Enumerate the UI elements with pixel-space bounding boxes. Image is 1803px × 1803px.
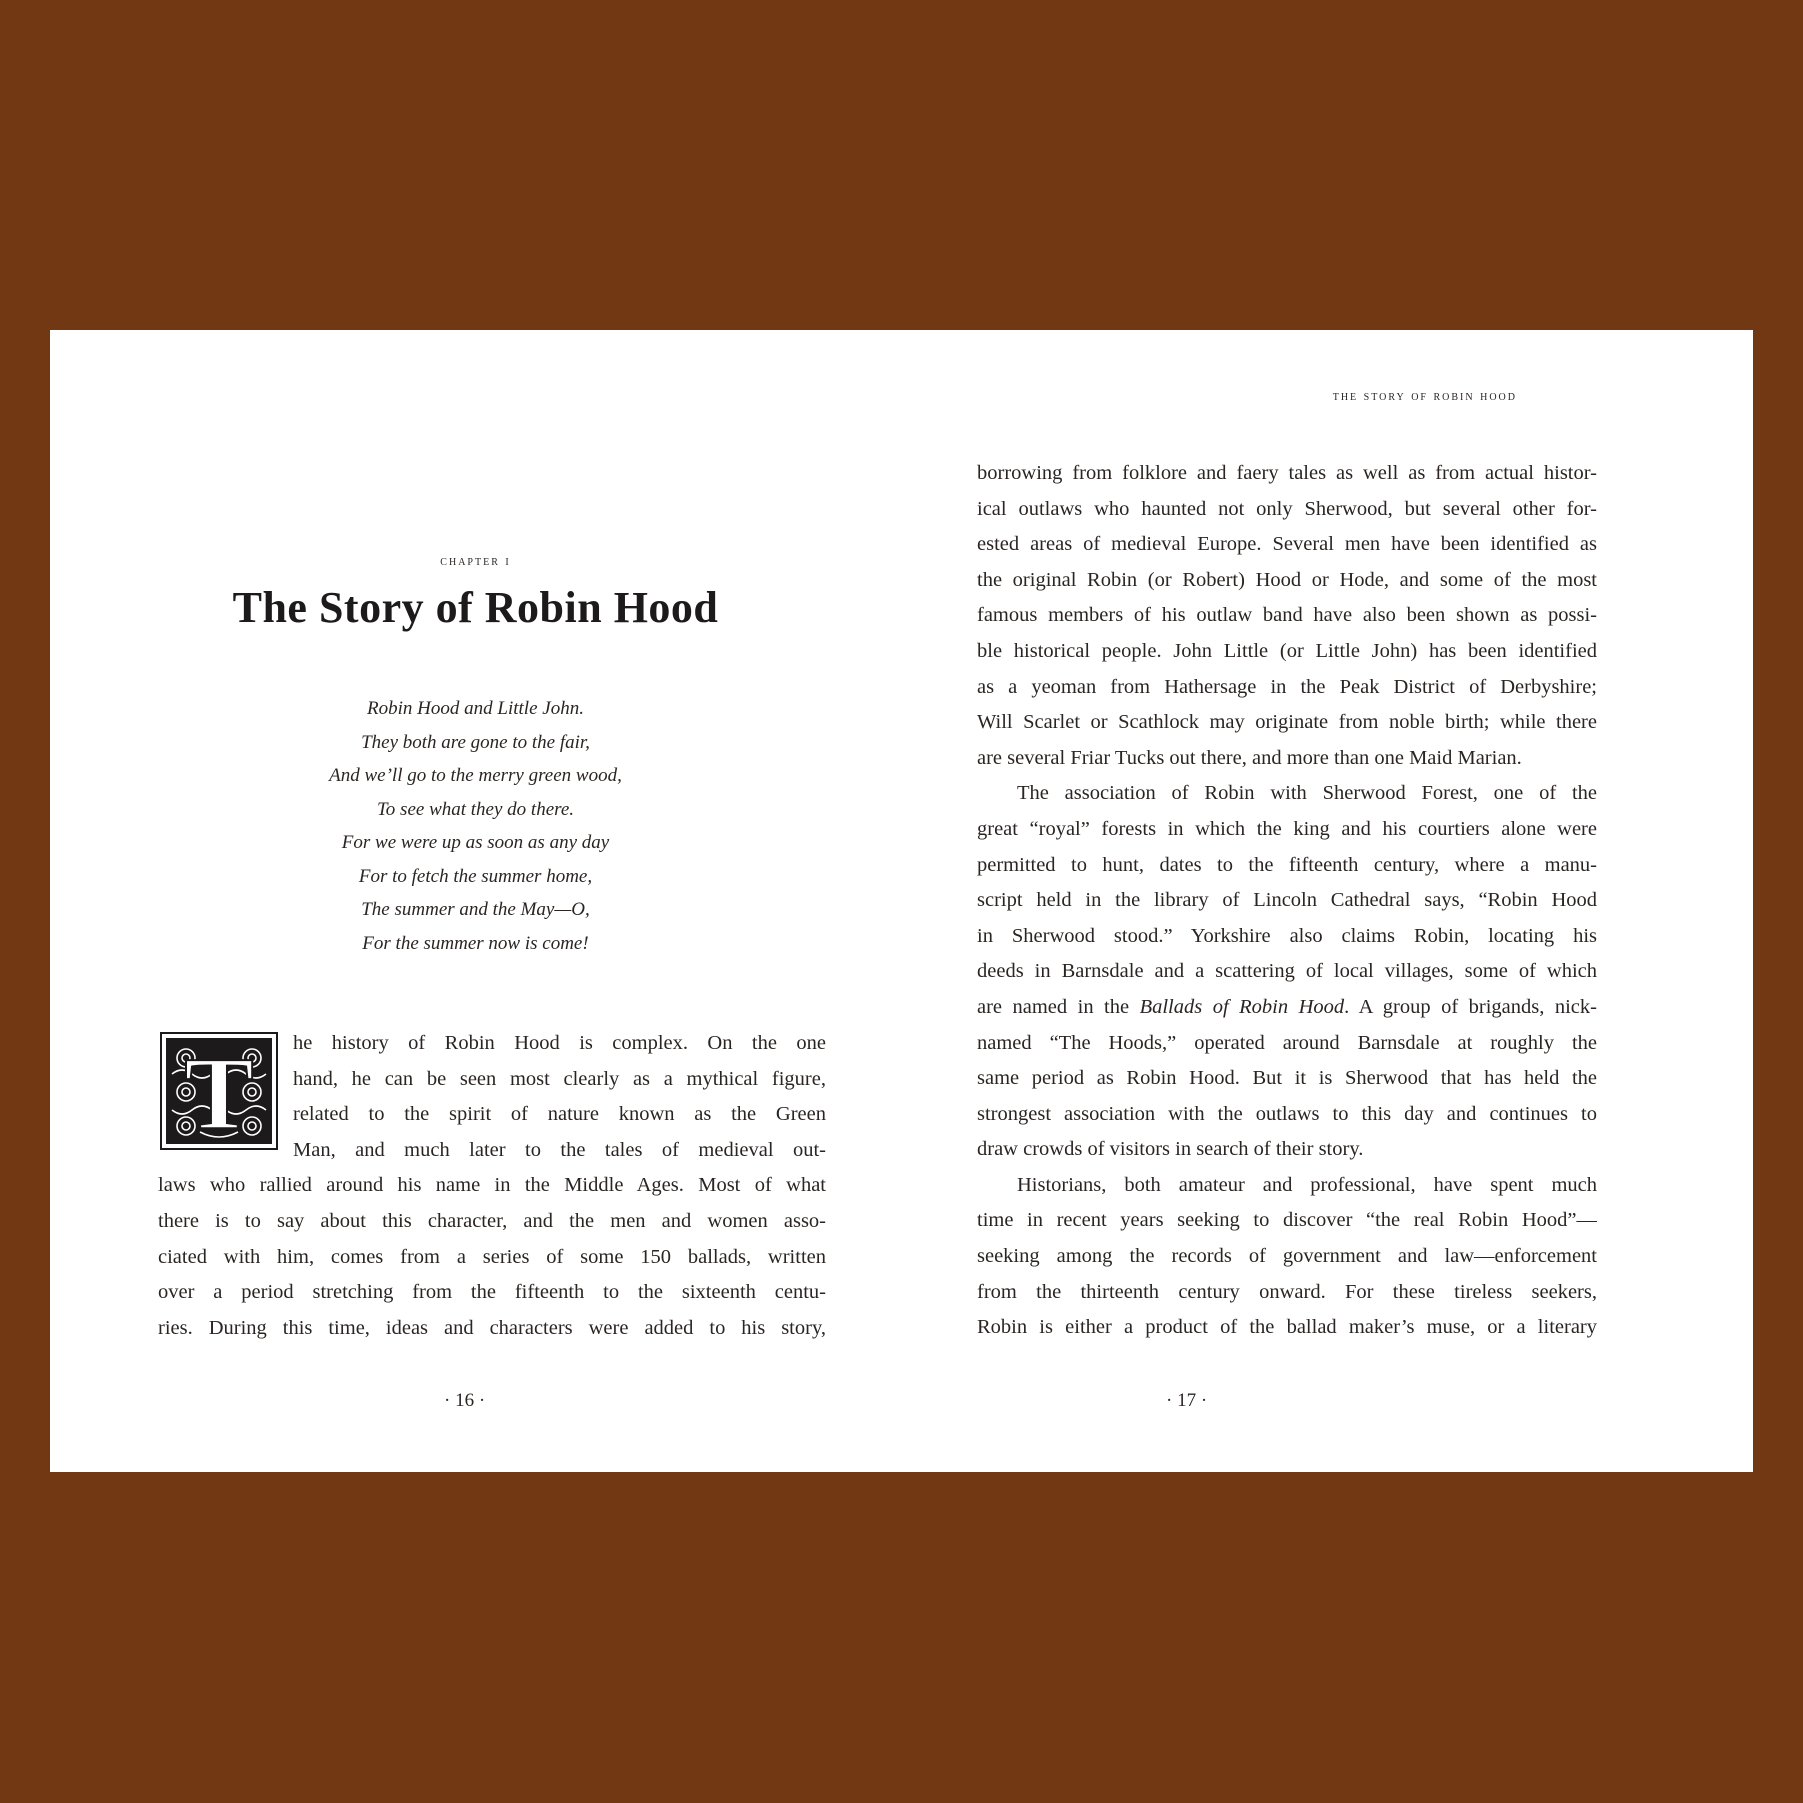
body-line: the original Robin (or Robert) Hood or Hode, and some of the most	[977, 568, 1597, 591]
body-line: related to the spirit of nature known as the Green	[293, 1103, 826, 1126]
body-line: Robin is either a product of the ballad maker’s muse, or a literary	[977, 1316, 1597, 1339]
body-line: ical outlaws who haunted not only Sherwood, but several other for-	[977, 497, 1597, 520]
body-line: from the thirteenth century onward. For these tireless seekers,	[977, 1280, 1597, 1303]
body-line: laws who rallied around his name in the Middle Ages. Most of what	[158, 1174, 826, 1197]
epigraph	[50, 692, 901, 960]
body-line: time in recent years seeking to discover “the real Robin Hood”—	[977, 1209, 1597, 1232]
body-line: script held in the library of Lincoln Cathedral says, “Robin Hood	[977, 889, 1597, 912]
chapter-title: The Story of Robin Hood	[232, 583, 719, 632]
body-line: there is to say about this character, and the men and women asso-	[158, 1209, 826, 1232]
body-line: famous members of his outlaw band have also been shown as possi-	[977, 604, 1597, 627]
body-line: named “The Hoods,” operated around Barnsdale at roughly the	[977, 1031, 1597, 1054]
body-line: ested areas of medieval Europe. Several men have been identified as	[977, 533, 1597, 556]
body-line: ble historical people. John Little (or Little John) has been identified	[977, 639, 1597, 662]
chapter-label: chapter i	[440, 554, 511, 569]
book-title-italic: Ballads of Robin Hood	[1139, 995, 1345, 1018]
epigraph-line: The summer and the May—O,	[361, 899, 590, 920]
drop-cap-letter: T	[184, 1036, 254, 1150]
epigraph-line: For we were up as soon as any day	[341, 832, 610, 853]
body-line: hand, he can be seen most clearly as a mythical figure,	[293, 1067, 826, 1090]
body-line: as a yeoman from Hathersage in the Peak District of Derbyshire;	[977, 675, 1597, 698]
body-line: The association of Robin with Sherwood Forest, one of the	[1017, 782, 1597, 805]
epigraph-line: For the summer now is come!	[362, 932, 589, 954]
epigraph-line: And we’ll go to the merry green wood,	[329, 765, 622, 786]
body-line: over a period stretching from the fifteenth to the sixteenth centu-	[158, 1281, 826, 1304]
epigraph-line: For to fetch the summer home,	[358, 865, 593, 887]
body-line: borrowing from folklore and faery tales as well as from actual histor-	[977, 462, 1597, 484]
page-number: · 16 ·	[444, 1390, 486, 1411]
right-body-text	[977, 456, 1597, 1346]
body-line: great “royal” forests in which the king and his courtiers alone were	[977, 817, 1597, 840]
epigraph-line: Robin Hood and Little John.	[367, 698, 584, 719]
body-line: same period as Robin Hood. But it is Sherwood that has held the	[977, 1067, 1597, 1090]
body-line: seeking among the records of government and law—enforcement	[977, 1245, 1597, 1268]
body-line: Man, and much later to the tales of medieval out-	[293, 1138, 826, 1161]
body-line: Will Scarlet or Scathlock may originate from noble birth; while there	[977, 711, 1597, 734]
right-page	[901, 330, 1753, 1472]
body-line: draw crowds of visitors in search of their story.	[977, 1138, 1364, 1161]
book-spread	[50, 330, 1753, 1472]
body-line: in Sherwood stood.” Yorkshire also claims Robin, locating his	[977, 924, 1597, 947]
body-line: he history of Robin Hood is complex. On the one	[293, 1032, 826, 1054]
left-page	[50, 330, 901, 1472]
body-line: Historians, both amateur and professional, have spent much	[1017, 1173, 1597, 1196]
body-line: permitted to hunt, dates to the fifteenth century, where a manu-	[977, 853, 1597, 876]
body-line: ries. During this time, ideas and characters were added to his story,	[158, 1316, 826, 1339]
left-body-text	[158, 1026, 826, 1346]
epigraph-line: To see what they do there.	[376, 798, 574, 820]
body-line: are several Friar Tucks out there, and more than one Maid Marian.	[977, 746, 1522, 769]
page-number: · 17 ·	[1166, 1390, 1208, 1411]
epigraph-line: They both are gone to the fair,	[361, 731, 590, 753]
body-line: ciated with him, comes from a series of some 150 ballads, written	[158, 1245, 826, 1268]
body-line-segment: are named in the	[977, 995, 1140, 1018]
running-head: the story of robin hood	[1332, 389, 1517, 404]
body-line: deeds in Barnsdale and a scattering of local villages, some of which	[977, 960, 1597, 983]
body-line	[977, 990, 1597, 1026]
body-line: strongest association with the outlaws to this day and continues to	[977, 1102, 1597, 1125]
body-line-segment: . A group of brigands, nick-	[1344, 995, 1597, 1018]
